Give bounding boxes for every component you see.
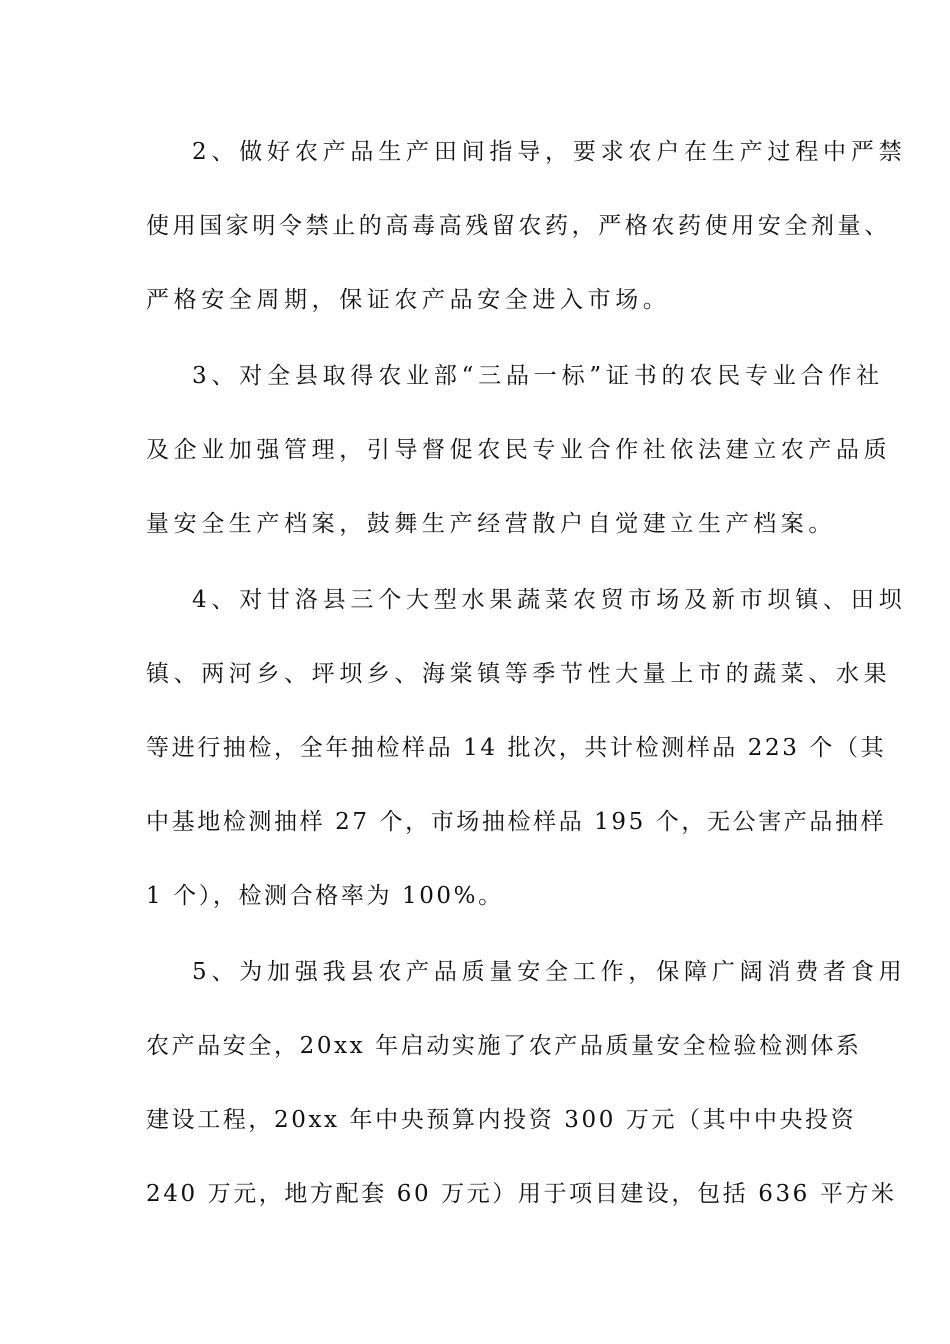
paragraph-3-line-3: 量安全生产档案，鼓舞生产经营散户自觉建立生产档案。: [146, 511, 836, 537]
paragraph-5-line-3: 建设工程，20xx 年中央预算内投资 300 万元（其中中央投资: [146, 1107, 857, 1133]
paragraph-5-line-1: 5、为加强我县农产品质量安全工作，保障广阔消费者食用: [192, 959, 907, 985]
paragraph-2-line-1: 2、做好农产品生产田间指导，要求农户在生产过程中严禁: [192, 139, 907, 165]
paragraph-4-line-4: 中基地检测抽样 27 个，市场抽检样品 195 个，无公害产品抽样: [146, 809, 887, 835]
paragraph-4-line-5: 1 个），检测合格率为 100%。: [146, 883, 504, 909]
paragraph-4-line-2: 镇、两河乡、坪坝乡、海棠镇等季节性大量上市的蔬菜、水果: [146, 661, 892, 687]
paragraph-3-line-1: 3、对全县取得农业部“三品一标”证书的农民专业合作社: [192, 363, 884, 389]
paragraph-5-line-4: 240 万元，地方配套 60 万元）用于项目建设，包括 636 平方米: [146, 1181, 897, 1207]
paragraph-4-line-1: 4、对甘洛县三个大型水果蔬菜农贸市场及新市坝镇、田坝: [192, 587, 907, 613]
paragraph-2-line-2: 使用国家明令禁止的高毒高残留农药，严格农药使用安全剂量、: [146, 213, 891, 239]
paragraph-5-line-2: 农产品安全，20xx 年启动实施了农产品质量安全检验检测体系: [146, 1033, 862, 1059]
paragraph-4-line-3: 等进行抽检，全年抽检样品 14 批次，共计检测样品 223 个（其: [146, 735, 887, 761]
paragraph-2-line-3: 严格安全周期，保证农产品安全进入市场。: [146, 287, 671, 313]
paragraph-3-line-2: 及企业加强管理，引导督促农民专业合作社依法建立农产品质: [146, 437, 892, 463]
